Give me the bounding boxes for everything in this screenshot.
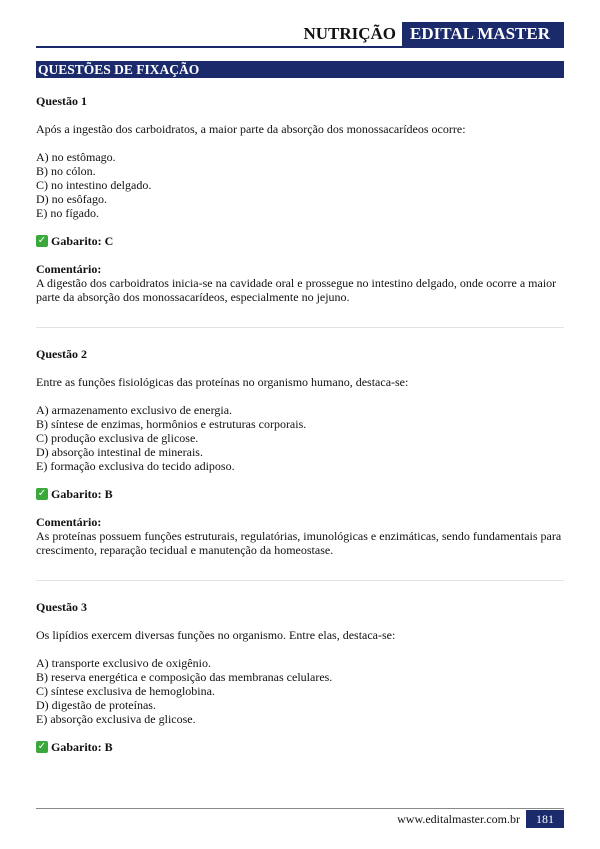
- question-stem: Após a ingestão dos carboidratos, a maior parte da absorção dos monossacarídeos ocorre:: [36, 122, 466, 136]
- option-item: A) armazenamento exclusivo de energia.: [36, 403, 233, 417]
- comment-label: Comentário:: [36, 515, 102, 529]
- question-block: [36, 94, 564, 304]
- questions-content: [36, 94, 564, 754]
- option-item: D) no esôfago.: [36, 192, 107, 206]
- answer-key: [36, 234, 564, 248]
- header-subject: NUTRIÇÃO: [303, 24, 397, 43]
- check-icon: ✓: [37, 741, 47, 752]
- option-item: E) no fígado.: [36, 206, 99, 220]
- question-stem: Os lipídios exercem diversas funções no organismo. Entre elas, destaca-se:: [36, 628, 396, 642]
- answer-label: Gabarito: B: [51, 740, 113, 754]
- header-brand: EDITAL MASTER: [402, 22, 564, 46]
- question-block: [36, 347, 564, 557]
- option-item: A) transporte exclusivo de oxigênio.: [36, 656, 211, 670]
- option-item: B) no cólon.: [36, 164, 96, 178]
- comment-text: A digestão dos carboidratos inicia-se na cavidade oral e prossegue no intestino delgado, onde ocorre a maior parte da absorção dos monossacarídeos, especialmente no jejuno.: [36, 276, 557, 304]
- comment-label: Comentário:: [36, 262, 102, 276]
- footer-rule: [36, 808, 564, 809]
- page-footer: [397, 810, 564, 828]
- question-divider: [36, 327, 564, 328]
- header-rule: [36, 46, 564, 48]
- options-list: [36, 403, 564, 473]
- footer-url: www.editalmaster.com.br: [397, 812, 520, 826]
- options-list: [36, 150, 564, 220]
- option-item: C) no intestino delgado.: [36, 178, 152, 192]
- question-divider: [36, 580, 564, 581]
- option-item: D) digestão de proteínas.: [36, 698, 156, 712]
- question-title: Questão 1: [36, 94, 87, 108]
- answer-key: [36, 740, 564, 754]
- options-list: [36, 656, 564, 726]
- question-block: [36, 600, 564, 754]
- option-item: E) absorção exclusiva de glicose.: [36, 712, 196, 726]
- question-title: Questão 2: [36, 347, 87, 361]
- check-icon: ✓: [37, 235, 47, 246]
- comment-text: As proteínas possuem funções estruturais, regulatórias, imunológicas e enzimáticas, sendo fundamentais para crescimento, reparação tecidual e manutenção da homeostase.: [36, 529, 562, 557]
- answer-key: [36, 487, 564, 501]
- option-item: D) absorção intestinal de minerais.: [36, 445, 203, 459]
- option-item: C) síntese exclusiva de hemoglobina.: [36, 684, 215, 698]
- check-icon: ✓: [37, 488, 47, 499]
- answer-label: Gabarito: C: [51, 234, 114, 248]
- answer-label: Gabarito: B: [51, 487, 113, 501]
- section-title: QUESTÕES DE FIXAÇÃO: [36, 61, 564, 78]
- option-item: E) formação exclusiva do tecido adiposo.: [36, 459, 235, 473]
- page-header: [303, 22, 564, 46]
- question-title: Questão 3: [36, 600, 87, 614]
- option-item: B) reserva energética e composição das membranas celulares.: [36, 670, 333, 684]
- question-stem: Entre as funções fisiológicas das proteínas no organismo humano, destaca-se:: [36, 375, 409, 389]
- option-item: B) síntese de enzimas, hormônios e estruturas corporais.: [36, 417, 307, 431]
- option-item: A) no estômago.: [36, 150, 116, 164]
- page-number: 181: [526, 810, 564, 828]
- option-item: C) produção exclusiva de glicose.: [36, 431, 199, 445]
